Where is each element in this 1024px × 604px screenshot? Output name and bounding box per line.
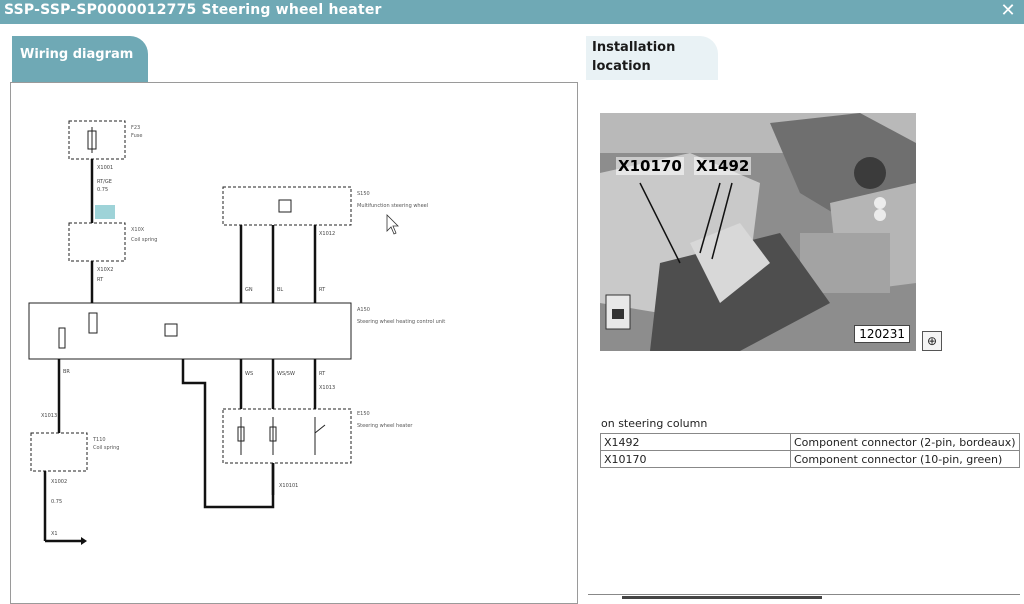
wire-color-bl: BL — [277, 287, 284, 293]
coil-lower-id: T110 — [93, 437, 106, 443]
wire-arrow-icon — [81, 537, 87, 545]
wire-color-ws: WS — [245, 371, 254, 377]
module-icon — [279, 200, 291, 212]
control-relay-icon — [89, 313, 97, 333]
coil-upper-id: X10X — [131, 227, 145, 233]
connector-id: X10170 — [601, 451, 791, 468]
control-desc: Steering wheel heating control unit — [357, 319, 446, 325]
wire-ground-return — [183, 359, 273, 507]
fuse-id: F23 — [131, 125, 141, 131]
wire-color-br: BR — [63, 369, 70, 375]
zoom-in-icon[interactable]: ⊕ — [922, 331, 942, 351]
wire-color-wssw: WS/SW — [277, 371, 295, 377]
window-title: SSP-SSP-SP0000012775 Steering wheel heater — [4, 2, 382, 18]
wiring-diagram-panel — [10, 82, 578, 604]
highlight-marker — [95, 205, 115, 219]
wire-size-lower: 0.75 — [51, 499, 63, 505]
connector-desc: Component connector (2-pin, bordeaux) — [791, 434, 1020, 451]
photo-label-x10170: X10170 — [618, 157, 682, 175]
title-bar — [0, 0, 1024, 24]
coil-spring-lower-box — [31, 433, 87, 471]
wire-color-rt: RT — [97, 277, 104, 283]
installation-photo — [600, 113, 916, 351]
photo-image-id: 120231 — [854, 325, 910, 343]
heater-id: E150 — [357, 411, 370, 417]
conn-coil-low-top: X1013 — [41, 413, 58, 419]
fuse-box — [69, 121, 125, 159]
coil-spring-upper-box — [69, 223, 125, 261]
multifunction-desc: Multifunction steering wheel — [357, 203, 429, 209]
tab-installation-location[interactable] — [586, 36, 718, 80]
tab-wiring-diagram-label: Wiring diagram — [20, 47, 134, 62]
control-unit-icon — [165, 324, 177, 336]
photo-label-x1492: X1492 — [696, 157, 750, 175]
control-id: A150 — [357, 307, 370, 313]
heater-desc: Steering wheel heater — [357, 423, 413, 429]
wire-color-gn: GN — [245, 287, 253, 293]
conn-ground: X10101 — [279, 483, 299, 489]
control-unit-box — [29, 303, 351, 359]
connector-table — [600, 433, 1020, 468]
wire-color-rtge: RT/GE — [97, 179, 112, 185]
conn-mf-a: X1012 — [319, 231, 336, 237]
conn-heater-a: X1013 — [319, 385, 336, 391]
table-row — [601, 434, 1020, 451]
connector-id: X1492 — [601, 434, 791, 451]
wire-size-fuse: 0.75 — [97, 187, 109, 193]
conn-fuse-out: X1001 — [97, 165, 114, 171]
heater-box — [223, 409, 351, 463]
multifunction-id: S150 — [357, 191, 370, 197]
connector-desc: Component connector (10-pin, green) — [791, 451, 1020, 468]
coil-lower-desc: Coil spring — [93, 445, 120, 451]
wire-color-rt-heater: RT — [319, 371, 326, 377]
conn-coil-up-bottom: X10X2 — [97, 267, 114, 273]
wire-color-rt-mf: RT — [319, 287, 326, 293]
fuse-desc: Fuse — [131, 133, 143, 139]
scrollbar-thumb[interactable] — [622, 596, 822, 599]
conn-bottom: X1 — [51, 531, 58, 537]
table-row — [601, 451, 1020, 468]
installation-photo-drawing — [600, 113, 916, 351]
close-icon[interactable]: ✕ — [1000, 0, 1016, 21]
multifunction-box — [223, 187, 351, 225]
mouse-cursor-icon — [387, 215, 398, 234]
coil-upper-desc: Coil spring — [131, 237, 158, 243]
location-caption: on steering column — [601, 417, 708, 430]
conn-coil-low-bot: X1002 — [51, 479, 68, 485]
tab-wiring-diagram[interactable] — [12, 36, 148, 82]
wiring-diagram — [11, 83, 577, 601]
tab-installation-location-label: Installation location — [592, 40, 676, 74]
